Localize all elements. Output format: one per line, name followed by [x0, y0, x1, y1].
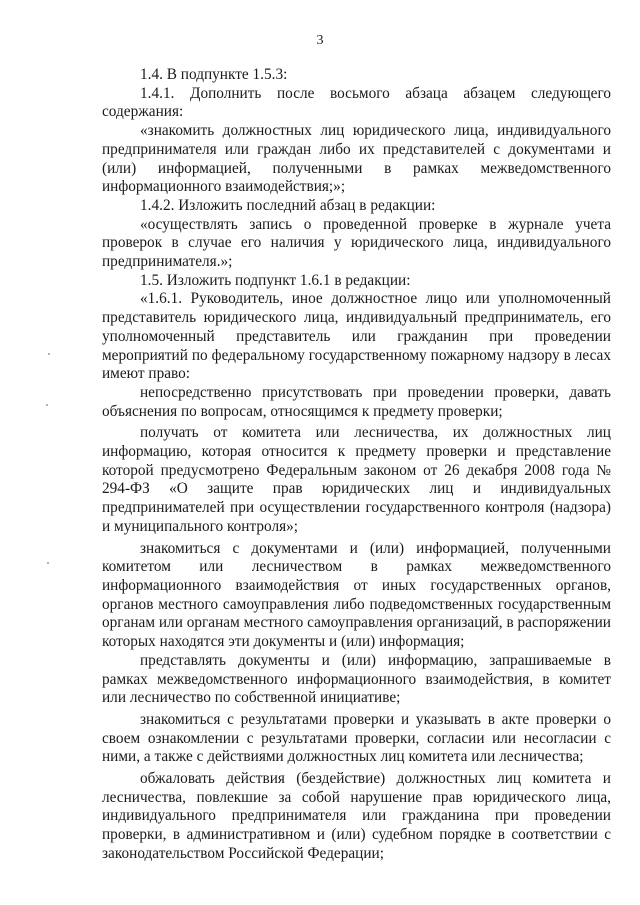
paragraph-1-5: 1.5. Изложить подпункт 1.6.1 в редакции: — [140, 271, 411, 289]
right-item-review-results: знакомиться с результатами проверки и указывать в акте проверки о своем ознакомлении с результатами проверки, согласии или несогласии с ними, а также с действиями должностных лиц комитета или лесничества; — [102, 710, 611, 766]
right-item-submit-documents: представлять документы и (или) информацию, запрашиваемые в рамках межведомственного информационного взаимодействия, в комитет или лесничество по собственной инициативе; — [102, 651, 611, 707]
scan-speck — [46, 404, 48, 406]
scan-speck — [48, 353, 50, 355]
paragraph-1-6-1: «1.6.1. Руководитель, иное должностное лицо или уполномоченный представитель юридического лица, индивидуальный предприниматель, его уполномоченный представитель или гражданин при проведении мероприятий по федеральному государственному пожарному надзору в лесах имеют право: — [102, 290, 611, 383]
paragraph-1-4-1: 1.4.1. Дополнить после восьмого абзаца абзацем следующего содержания: — [102, 84, 611, 121]
page-number: 3 — [316, 33, 324, 48]
right-item-appeal: обжаловать действия (бездействие) должностных лиц комитета и лесничества, повлекшие за собой нарушение прав юридического лица, индивидуального предпринимателя или гражданина при проведении проверки, в административном и (или) судебном порядке в соответствии с законодательством Российской Федерации; — [102, 770, 611, 862]
right-item-receive-info: получать от комитета или лесничества, их должностных лиц информацию, которая относится к предмету проверки и представление которой предусмотрено Федеральным законом от 26 декабря 2008 года № 294-ФЗ «О защите прав юридических лиц и индивидуальных предпринимателей при осуществлении государственного контроля (надзора) и муниципального контроля»; — [102, 424, 611, 535]
paragraph-1-4-2: 1.4.2. Изложить последний абзац в редакции: — [140, 196, 436, 214]
document-body — [102, 66, 611, 864]
paragraph-1-4: 1.4. В подпункте 1.5.3: — [140, 66, 288, 83]
paragraph-1-4-1-quote: «знакомить должностных лиц юридического лица, индивидуального предпринимателя или граждан либо их представителей с документами и (или) информацией, полученными в рамках межведомственного информационного взаимодействия;»; — [102, 122, 611, 196]
right-item-review-documents: знакомиться с документами и (или) информацией, полученными комитетом или лесничеством в рамках межведомственного информационного взаимодействия от иных государственных органов, органов местного самоуправления либо подведомственных государственным органам или органам местного самоуправления организаций, в распоряжении которых находятся эти документы и (или) информация; — [102, 539, 611, 651]
paragraph-1-4-2-quote: «осуществлять запись о проведенной проверке в журнале учета проверок в случае его наличия у юридического лица, индивидуального предпринимателя.»; — [102, 215, 611, 271]
scan-speck — [47, 562, 49, 564]
right-item-attend: непосредственно присутствовать при проведении проверки, давать объяснения по вопросам, относящимся к предмету проверки; — [102, 383, 611, 420]
